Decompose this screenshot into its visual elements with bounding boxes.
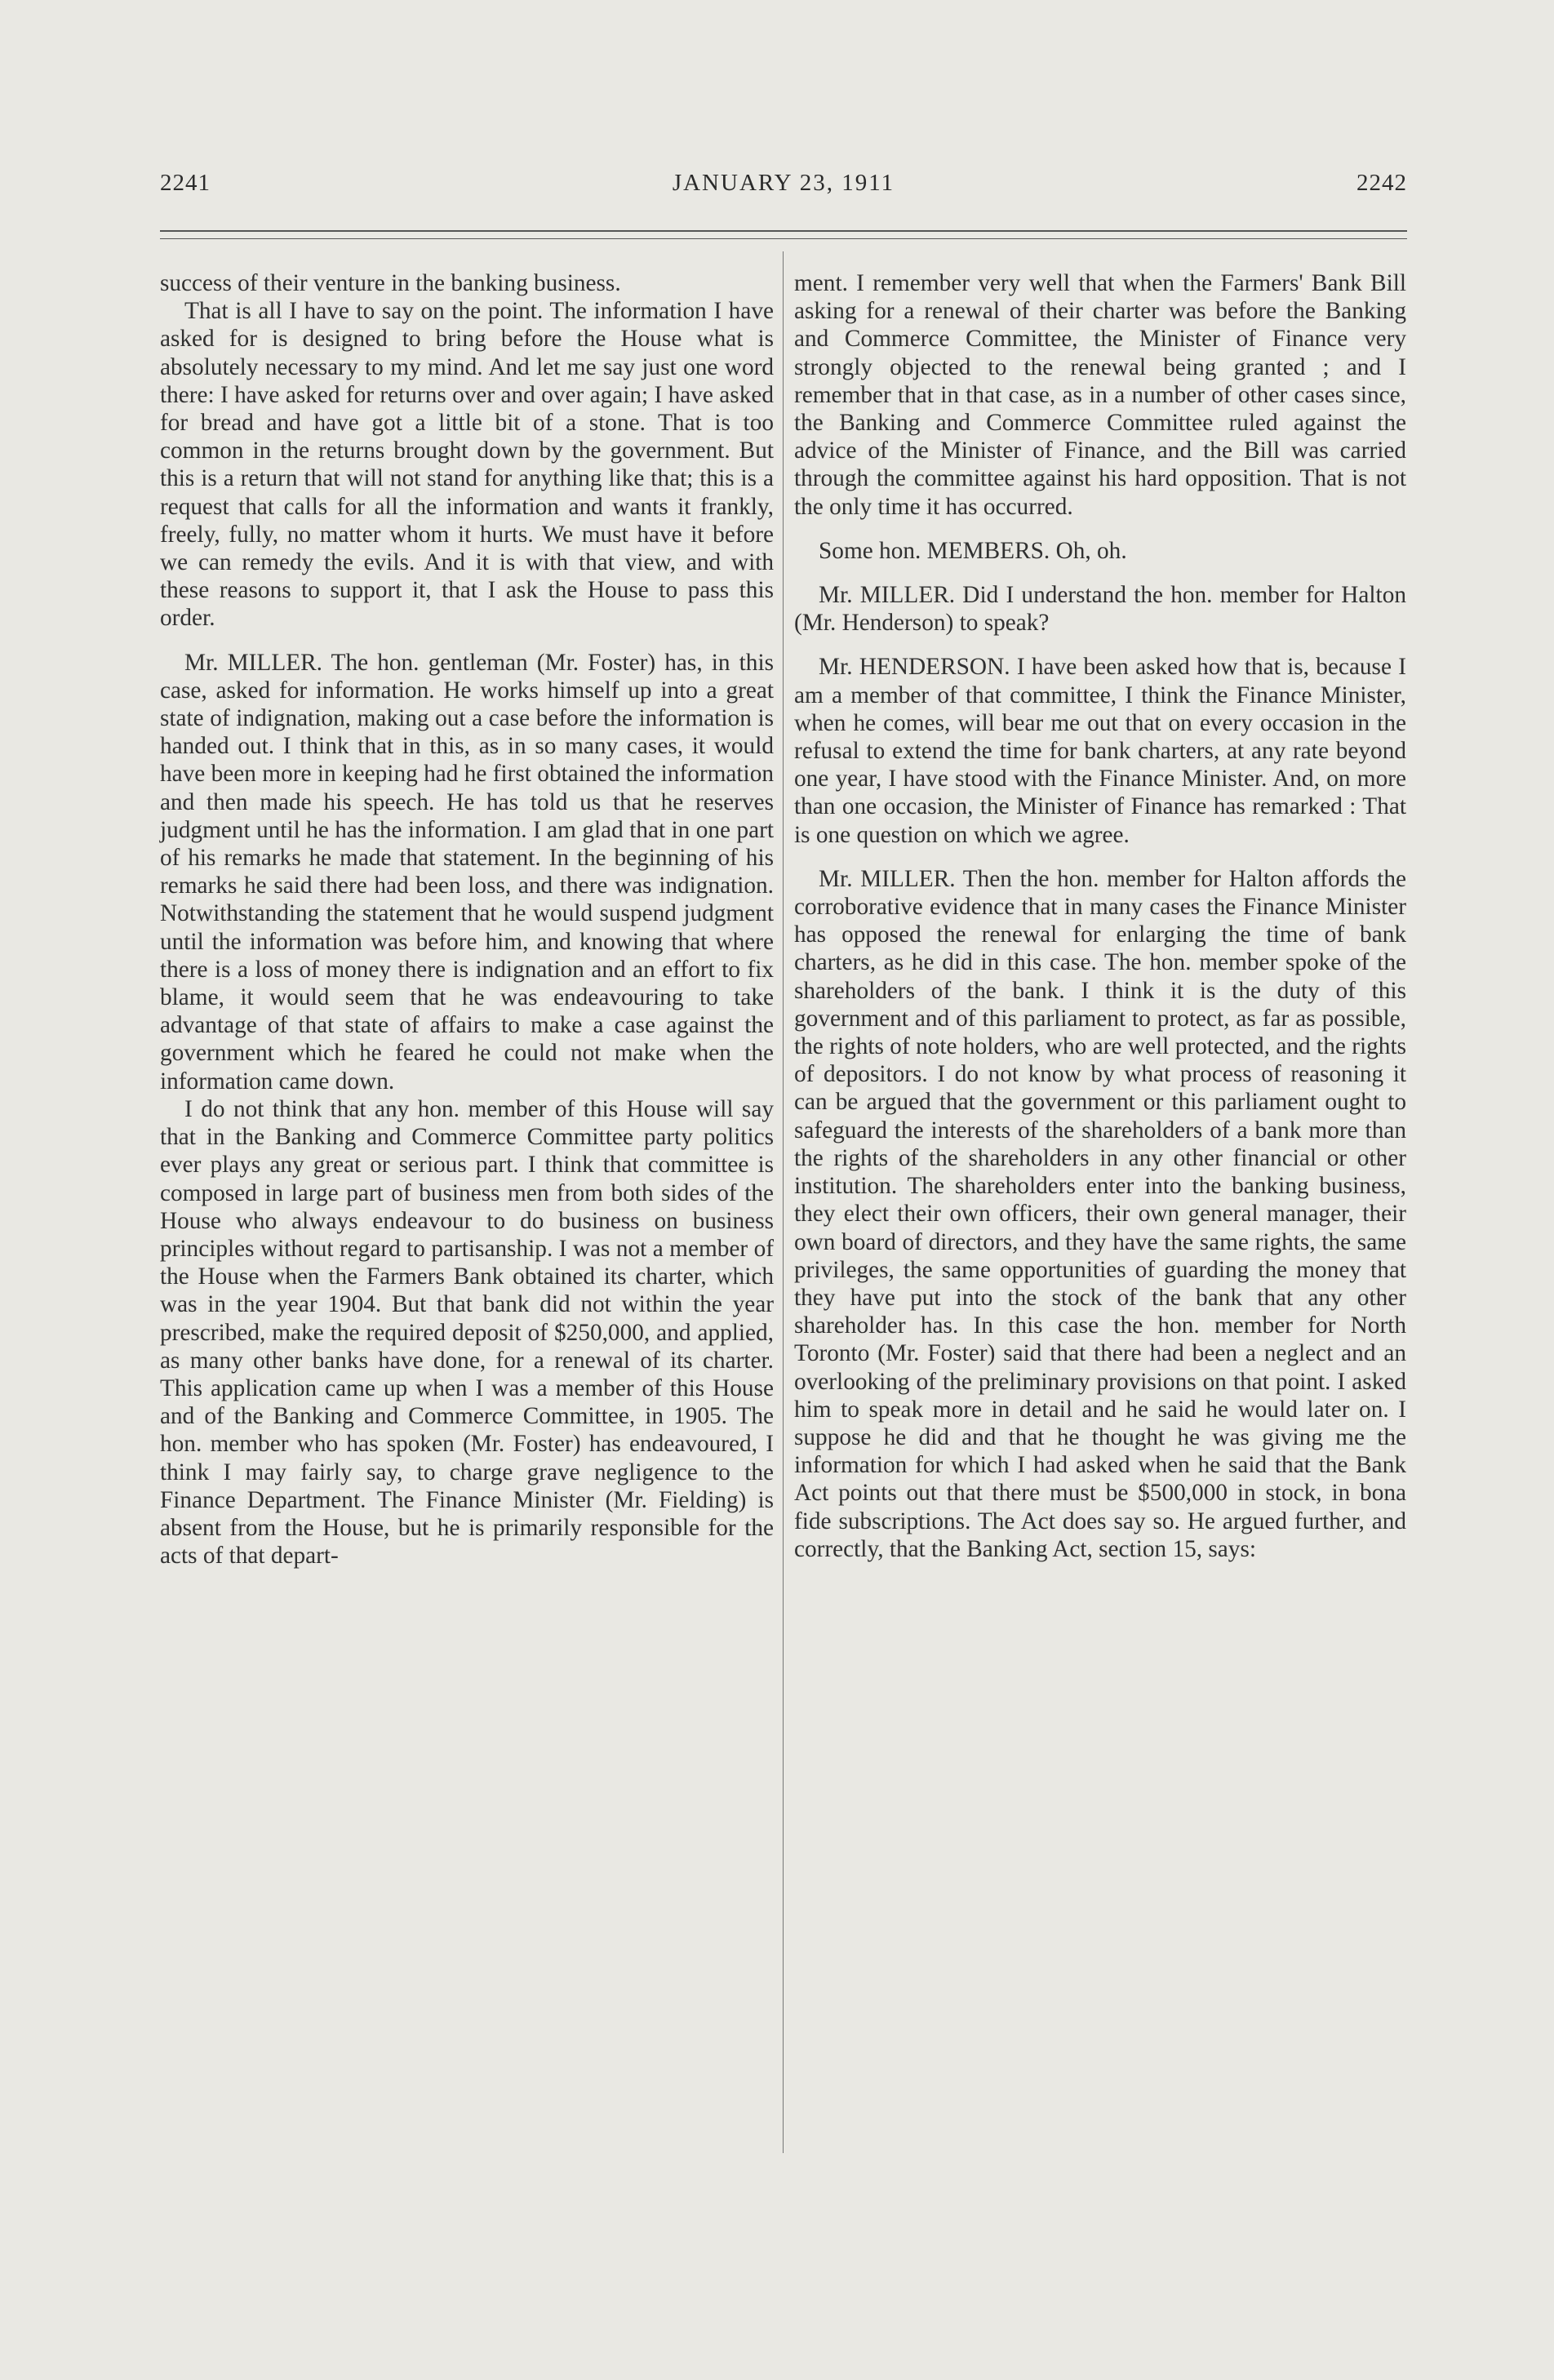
column-divider xyxy=(783,251,784,2153)
header-rule-thin xyxy=(160,238,1407,239)
right-column xyxy=(794,269,1406,1563)
paragraph: ment. I remember very well that when the Farmers' Bank Bill asking for a renewal of their charter was before the Banking and Commerce Committee, the Minister of Finance very strongly objected to the renewal being granted ; and I remember that in that case, as in a number of other cases since, the Banking and Commerce Committee ruled against the advice of the Minister of Finance, and the Bill was carried through the committee against his hard opposition. That is not the only time it has occurred. xyxy=(794,270,1406,520)
paragraph: I do not think that any hon. member of this House will say that in the Banking and Commerce Committee party politics ever plays any great or serious part. I think that committee is composed in large part of business men from both sides of the House who always endeavour to do business on business principles without regard to partisanship. I was not a member of the House when the Farmers Bank obtained its charter, which was in the year 1904. But that bank did not within the year prescribed, make the required deposit of $250,000, and applied, as many other banks have done, for a renewal of its charter. This application came up when I was a member of this House and of the Banking and Commerce Committee, in 1905. The hon. member who has spoken (Mr. Foster) has endeavoured, I think I may fairly say, to charge grave negligence to the Finance Department. The Finance Minister (Mr. Fielding) is absent from the House, but he is primarily responsible for the acts of that depart- xyxy=(160,1095,774,1570)
header-rule-thick xyxy=(160,230,1407,232)
speech-paragraph: Mr. HENDERSON. I have been asked how that is, because I am a member of that committee, I think the Finance Minister, when he comes, will bear me out that on every occasion in the refusal to extend the time for bank charters, at any rate beyond one year, I have stood with the Finance Minister. And, on more than one occasion, the Minister of Finance has remarked : That is one question on which we agree. xyxy=(794,654,1406,848)
paragraph: That is all I have to say on the point. The information I have asked for is designed to bring before the House what is absolutely necessary to my mind. And let me say just one word there: I have asked for returns over and over again; I have asked for bread and have got a little bit of a stone. That is too common in the returns brought down by the government. But this is a return that will not stand for anything like that; this is a request that calls for all the information and wants it frankly, freely, fully, no matter whom it hurts. We must have it before we can remedy the evils. And it is with that view, and with these reasons to support it, that I ask the House to pass this order. xyxy=(160,298,774,632)
speech-paragraph: Mr. MILLER. The hon. gentleman (Mr. Foster) has, in this case, asked for information. He works himself up into a great state of indignation, making out a case before the information is handed out. I think that in this, as in so many cases, it would have been more in keeping had he first obtained the information and then made his speech. He has told us that he reserves judgment until he has the information. I am glad that in one part of his remarks he made that statement. In the beginning of his remarks he said there had been loss, and there was indignation. Notwithstanding the statement that he would suspend judgment until the information was before him, and knowing that where there is a loss of money there is indignation and an effort to fix blame, it would seem that he was endeavouring to take advantage of that state of affairs to make a case against the government which he feared he could not make when the information came down. xyxy=(160,649,774,1095)
left-column xyxy=(160,269,774,1570)
paragraph: success of their venture in the banking business. xyxy=(160,270,621,296)
speech-paragraph: Some hon. MEMBERS. Oh, oh. xyxy=(819,537,1127,564)
speech-paragraph: Mr. MILLER. Did I understand the hon. member for Halton (Mr. Henderson) to speak? xyxy=(794,582,1406,637)
page-header xyxy=(160,170,1407,206)
speech-paragraph: Mr. MILLER. Then the hon. member for Halton affords the corroborative evidence that in many cases the Finance Minister has opposed the renewal for enlarging the time of bank charters, as he did in this case. The hon. member spoke of the shareholders of the bank. I think it is the duty of this government and of this parliament to protect, as far as possible, the rights of note holders, who are well protected, and the rights of depositors. I do not know by what process of reasoning it can be argued that the government or this parliament ought to safeguard the interests of the shareholders of a bank more than the rights of the shareholders in any other financial or other institution. The shareholders enter into the banking business, they elect their own officers, their own general manager, their own board of directors, and they have the same rights, the same privileges, the same opportunities of guarding the money that they have put into the stock of the bank that any other shareholder has. In this case the hon. member for North Toronto (Mr. Foster) said that there had been a neglect and an overlooking of the preliminary provisions on that point. I asked him to speak more in detail and he said he would later on. I suppose he did and that he thought he was giving me the information for which I had asked when he said that the Bank Act points out that there must be $500,000 in stock, in bona fide subscriptions. The Act does say so. He argued further, and correctly, that the Banking Act, section 15, says: xyxy=(794,865,1406,1562)
left-page-number: 2241 xyxy=(160,170,211,196)
right-page-number: 2242 xyxy=(1356,170,1407,196)
header-date: JANUARY 23, 1911 xyxy=(672,170,895,196)
